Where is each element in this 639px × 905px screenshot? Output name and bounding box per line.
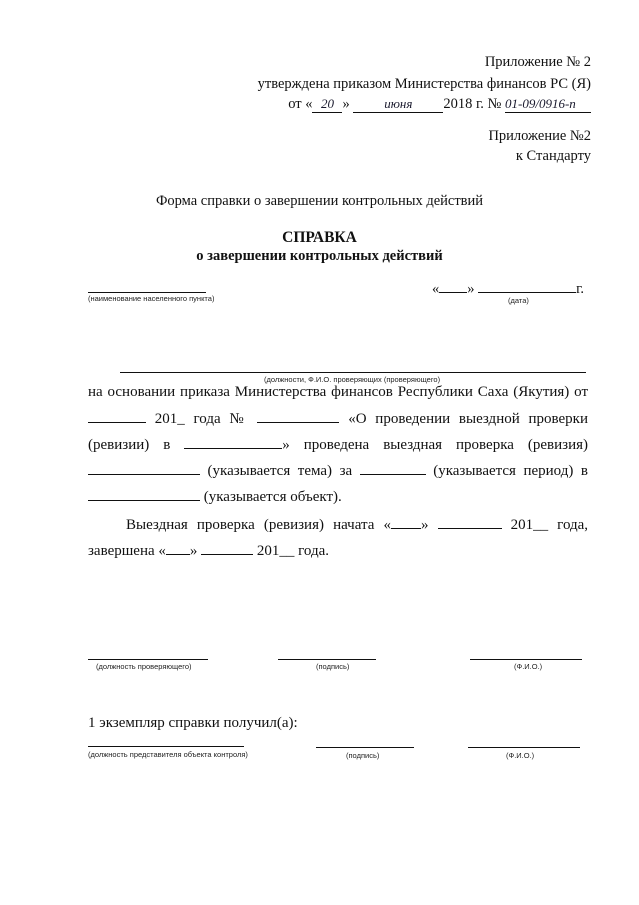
date-caption: (дата) (508, 296, 529, 305)
p1-inspection: проверки (528, 411, 588, 427)
date-month-blank (478, 280, 576, 293)
handwritten-month: июня (353, 96, 443, 113)
sig2-signature-caption: (подпись) (346, 751, 380, 760)
sig1-position-line (88, 659, 208, 660)
para1-line1: на основании приказа Министерства финансов Республики Саха (Якутия) от (88, 384, 588, 400)
order-date-blank (88, 410, 146, 423)
p1-quote-close: » (282, 437, 290, 453)
standard-appendix: Приложение №2 (488, 128, 591, 144)
p1-revision2: (ревизия) (527, 437, 589, 453)
date-close: » (467, 281, 475, 297)
received-text: 1 экземпляр справки получил(а): (88, 715, 298, 731)
sig2-position-caption: (должность представителя объекта контроля) (88, 750, 248, 759)
order-from-prefix: от « (288, 96, 313, 112)
para1-line3 (88, 436, 588, 454)
start-month-blank (438, 516, 502, 529)
p1-onsite2: выездная (383, 437, 443, 453)
p2-onsite: Выездная (126, 517, 188, 533)
p1-onsite: выездной (458, 411, 520, 427)
approval-line: утверждена приказом Министерства финансов РС (Я) (257, 76, 591, 92)
object2-blank (88, 488, 200, 501)
sig1-position-caption: (должность проверяющего) (96, 662, 192, 671)
start-day-blank (391, 516, 421, 529)
order-day-close: » (342, 96, 350, 112)
p1-object-label: (указывается объект). (203, 489, 342, 505)
document-title: СПРАВКА (282, 229, 357, 246)
handwritten-day: 20 (312, 96, 342, 113)
sig1-signature-line (278, 659, 376, 660)
topic-blank (88, 462, 200, 475)
form-title: Форма справки о завершении контрольных действий (155, 193, 484, 209)
place-field-line (88, 292, 206, 293)
handwritten-order-number: 01-09/0916-п (505, 96, 591, 113)
order-number-blank (257, 410, 339, 423)
inspectors-caption: (должности, Ф.И.О. проверяющих (проверяющего) (264, 375, 441, 384)
p2-start-year: 201__ (510, 517, 549, 533)
p1-conducted: проведена (303, 437, 370, 453)
document-subtitle: о завершении контрольных действий (196, 248, 443, 264)
order-line (288, 96, 591, 113)
sig1-name-caption: (Ф.И.О.) (514, 662, 543, 671)
p2-end-year: 201__ (256, 543, 295, 559)
period-blank (360, 462, 426, 475)
para1-line5 (88, 488, 342, 506)
p1-inspection2: проверка (456, 437, 514, 453)
object-blank (184, 436, 282, 449)
p1-revision: (ревизии) (88, 437, 150, 453)
place-caption: (наименование населенного пункта) (88, 294, 215, 303)
p2-start-close: » (420, 517, 429, 533)
para2-line2 (88, 542, 329, 560)
p1-in: в (163, 437, 171, 453)
sig2-signature-line (316, 747, 414, 748)
p1-conducting: проведении (375, 411, 451, 427)
p2-start-open: « (383, 517, 391, 533)
p1-year: 201_ (154, 411, 185, 427)
p1-period-label: (указывается период) (433, 463, 574, 479)
end-month-blank (201, 542, 253, 555)
order-year-number: 2018 г. № (443, 96, 502, 112)
inspectors-field-line (120, 372, 586, 373)
date-suffix: г. (576, 281, 585, 297)
p1-year-word: года (193, 411, 221, 427)
p2-completed: завершена « (88, 543, 166, 559)
p1-number-sign: № (229, 411, 249, 427)
p2-end-year-word: года. (298, 543, 330, 559)
p2-revision: (ревизия) (263, 517, 324, 533)
sig2-name-caption: (Ф.И.О.) (506, 751, 535, 760)
date-open: « (432, 281, 440, 297)
standard-ref: к Стандарту (515, 148, 591, 164)
p2-inspection: проверка (196, 517, 255, 533)
p2-end-close: » (189, 543, 198, 559)
para1-line2 (88, 410, 588, 428)
p2-year-word: года, (557, 517, 589, 533)
appendix-number: Приложение № 2 (484, 54, 591, 70)
para1-line4 (88, 462, 588, 480)
date-day-blank (439, 280, 467, 293)
p1-o: «О (348, 411, 367, 427)
p1-in2: в (580, 463, 588, 479)
p1-for: за (339, 463, 353, 479)
para2-line1 (126, 516, 588, 534)
sig1-signature-caption: (подпись) (316, 662, 350, 671)
end-day-blank (166, 542, 190, 555)
sig2-position-line (88, 746, 244, 747)
sig2-name-line (468, 747, 580, 748)
sig1-name-line (470, 659, 582, 660)
p2-started: начата (333, 517, 375, 533)
p1-topic-label: (указывается тема) (207, 463, 333, 479)
